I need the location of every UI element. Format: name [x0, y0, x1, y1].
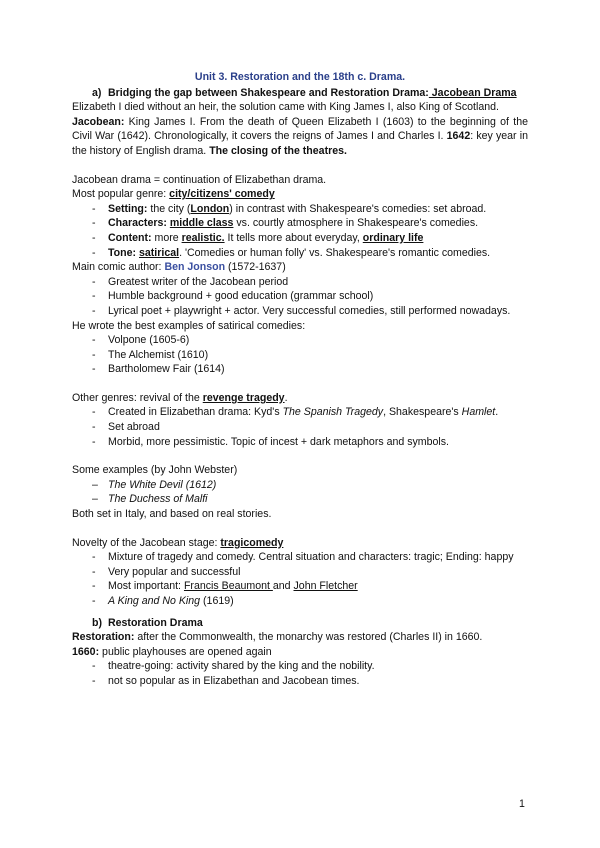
tragicomedy-list: [72, 550, 528, 608]
paragraph-1660: 1660: public playhouses are opened again: [72, 645, 272, 658]
list-item: - The Alchemist (1610): [72, 348, 528, 363]
document-page: [72, 70, 528, 689]
list-item: - Humble background + good education (grammar school): [72, 289, 528, 304]
list-item: - Greatest writer of the Jacobean period: [72, 275, 528, 290]
paragraph-genre: Most popular genre: city/citizens' comedy: [72, 188, 275, 201]
section-b-text: Restoration Drama: [108, 616, 203, 629]
list-item: – The White Devil (1612): [72, 478, 528, 493]
section-a-text: Bridging the gap between Shakespeare and Restoration Drama:: [108, 86, 429, 99]
webster-list: [72, 478, 528, 507]
restoration-list: [72, 659, 528, 688]
genre-list: [72, 202, 528, 260]
list-item: - Morbid, more pessimistic. Topic of incest + dark metaphors and symbols.: [72, 435, 528, 450]
list-item: - not so popular as in Elizabethan and Jacobean times.: [72, 674, 528, 689]
paragraph-author: Main comic author: Ben Jonson (1572-1637): [72, 261, 286, 274]
list-item: - Most important: Francis Beaumont and John Fletcher: [72, 579, 528, 594]
paragraph-novelty: Novelty of the Jacobean stage: tragicomedy: [72, 536, 284, 549]
paragraph-jacobean: Jacobean: King James I. From the death of Queen Elizabeth I (1603) to the beginning of the Civil War (1642). Chronologically, it covers the reigns of James I and Charles I. 1642: key year in the history of English drama. The closing of the theatres.: [72, 115, 528, 157]
section-b-heading: [72, 616, 528, 631]
paragraph-other-genres: Other genres: revival of the revenge tragedy.: [72, 391, 288, 404]
list-item: - Volpone (1605-6): [72, 333, 528, 348]
list-item: - Content: more realistic. It tells more about everyday, ordinary life: [72, 231, 528, 246]
list-item: - Characters: middle class vs. courtly atmosphere in Shakespeare's comedies.: [72, 216, 528, 231]
comedies-list: [72, 333, 528, 377]
list-item: – The Duchess of Malfi: [72, 492, 528, 507]
page-title: Unit 3. Restoration and the 18th c. Drama.: [194, 71, 406, 83]
paragraph: He wrote the best examples of satirical comedies:: [72, 319, 306, 332]
paragraph-restoration: Restoration: after the Commonwealth, the monarchy was restored (Charles II) in 1660.: [72, 631, 483, 644]
section-a-label: a): [92, 86, 102, 99]
paragraph: Jacobean drama = continuation of Elizabethan drama.: [72, 173, 327, 186]
list-item: - Bartholomew Fair (1614): [72, 362, 528, 377]
author-name: Ben Jonson: [164, 261, 226, 274]
list-item: - Tone: satirical. 'Comedies or human folly' vs. Shakespeare's romantic comedies.: [72, 246, 528, 261]
list-item: - Set abroad: [72, 420, 528, 435]
list-item: - theatre-going: activity shared by the king and the nobility.: [72, 659, 528, 674]
paragraph: Both set in Italy, and based on real stories.: [72, 508, 272, 521]
list-item: - Lyrical poet + playwright + actor. Very successful comedies, still performed nowadays.: [72, 304, 528, 319]
page-number: 1: [519, 798, 525, 810]
list-item: - Mixture of tragedy and comedy. Central situation and characters: tragic; Ending: happy: [72, 550, 528, 565]
revenge-list: [72, 405, 528, 449]
paragraph: Elizabeth I died without an heir, the solution came with King James I, also King of Scotland.: [72, 101, 499, 114]
section-a-heading: [72, 86, 528, 101]
list-item: - Very popular and successful: [72, 565, 528, 580]
list-item: - Created in Elizabethan drama: Kyd's The Spanish Tragedy, Shakespeare's Hamlet.: [72, 405, 528, 420]
paragraph: Some examples (by John Webster): [72, 464, 238, 477]
section-a-link: Jacobean Drama: [428, 86, 517, 99]
section-b-label: b): [92, 616, 102, 629]
list-item: - Setting: the city (London) in contrast with Shakespeare's comedies: set abroad.: [72, 202, 528, 217]
jonson-list: [72, 275, 528, 319]
list-item: - A King and No King (1619): [72, 594, 528, 609]
